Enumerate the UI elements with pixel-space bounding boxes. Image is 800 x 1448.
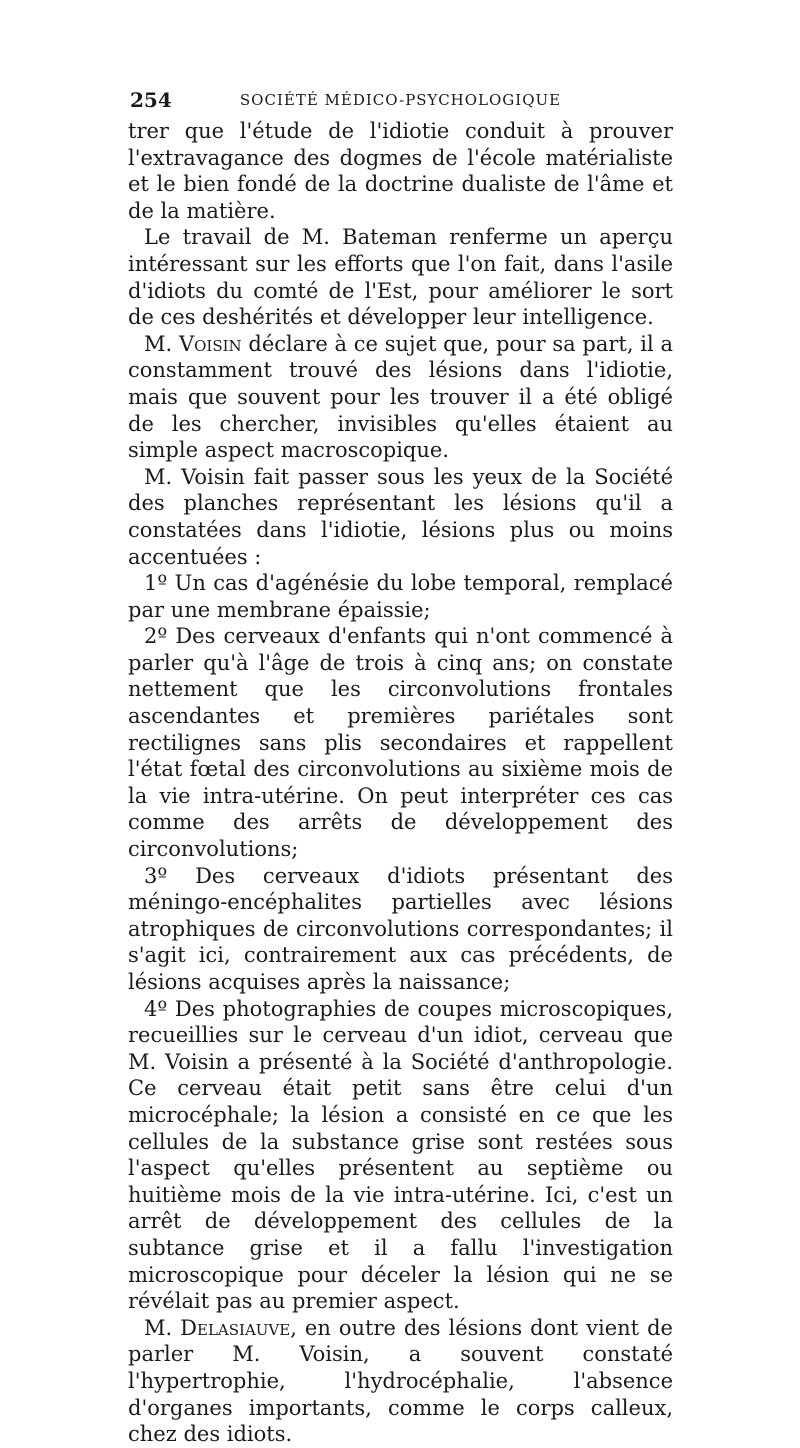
document-page — [128, 88, 673, 1448]
paragraph: M. Voisin déclare à ce sujet que, pour sa part, il a constamment trouvé des lésions dans l'idiotie, mais que souvent pour les trouver il a été obligé de les chercher, invisibles qu'elles étaient au simple aspect macroscopique. — [128, 331, 673, 463]
list-item: 4º Des photographies de coupes microscopiques, recueillies sur le cerveau d'un idiot, cerveau que M. Voisin a présenté à la Société d'anthropologie. Ce cerveau était petit sans être celui d'un microcéphale; la lésion a consisté en ce que les cellules de la substance grise sont restées sous l'aspect qu'elles présentent au septième ou huitième mois de la vie intra-utérine. Ici, c'est un arrêt de développement des cellules de la subtance grise et il a fallu l'investigation microscopique pour déceler la lésion qui ne se révélait pas au premier aspect. — [128, 996, 673, 1314]
paragraph: Le travail de M. Bateman renferme un aperçu intéressant sur les efforts que l'on fait, dans l'asile d'idiots du comté de l'Est, pour améliorer le sort de ces deshérités et développer leur intelligence. — [128, 225, 673, 330]
body-text — [128, 118, 673, 1448]
paragraph: M. Delasiauve, en outre des lésions dont vient de parler M. Voisin, a souvent constaté l'hypertrophie, l'hydrocéphalie, l'absence d'organes importants, comme le corps calleux, chez des idiots. — [128, 1315, 673, 1447]
paragraph: trer que l'étude de l'idiotie conduit à prouver l'extravagance des dogmes de l'école matérialiste et le bien fondé de la doctrine dualiste de l'âme et de la matière. — [128, 119, 673, 223]
speaker-name: Voisin — [178, 331, 242, 356]
list-item: 3º Des cerveaux d'idiots présentant des méningo-encéphalites partielles avec lésions atrophiques de circonvolutions correspondantes; il s'agit ici, contrairement aux cas précédents, de lésions acquises après la naissance; — [128, 863, 673, 994]
list-item: 2º Des cerveaux d'enfants qui n'ont commencé à parler qu'à l'âge de trois à cinq ans; on constate nettement que les circonvolutions frontales ascendantes et premières pariétales sont rectilignes sans plis secondaires et rappellent l'état fœtal des circonvolutions au sixième mois de la vie intra-utérine. On peut interpréter ces cas comme des arrêts de développement des circonvolutions; — [128, 624, 673, 862]
paragraph: M. Voisin fait passer sous les yeux de la Société des planches représentant les lésions qu'il a constatées dans l'idiotie, lésions plus ou moins accentuées : — [128, 464, 673, 569]
speaker-name: Delasiauve — [180, 1315, 291, 1340]
running-title: SOCIÉTÉ MÉDICO-PSYCHOLOGIQUE — [239, 91, 562, 109]
page-number: 254 — [130, 88, 172, 112]
list-item: 1º Un cas d'agénésie du lobe temporal, remplacé par une membrane épaissie; — [128, 571, 673, 622]
page-header — [128, 88, 673, 118]
